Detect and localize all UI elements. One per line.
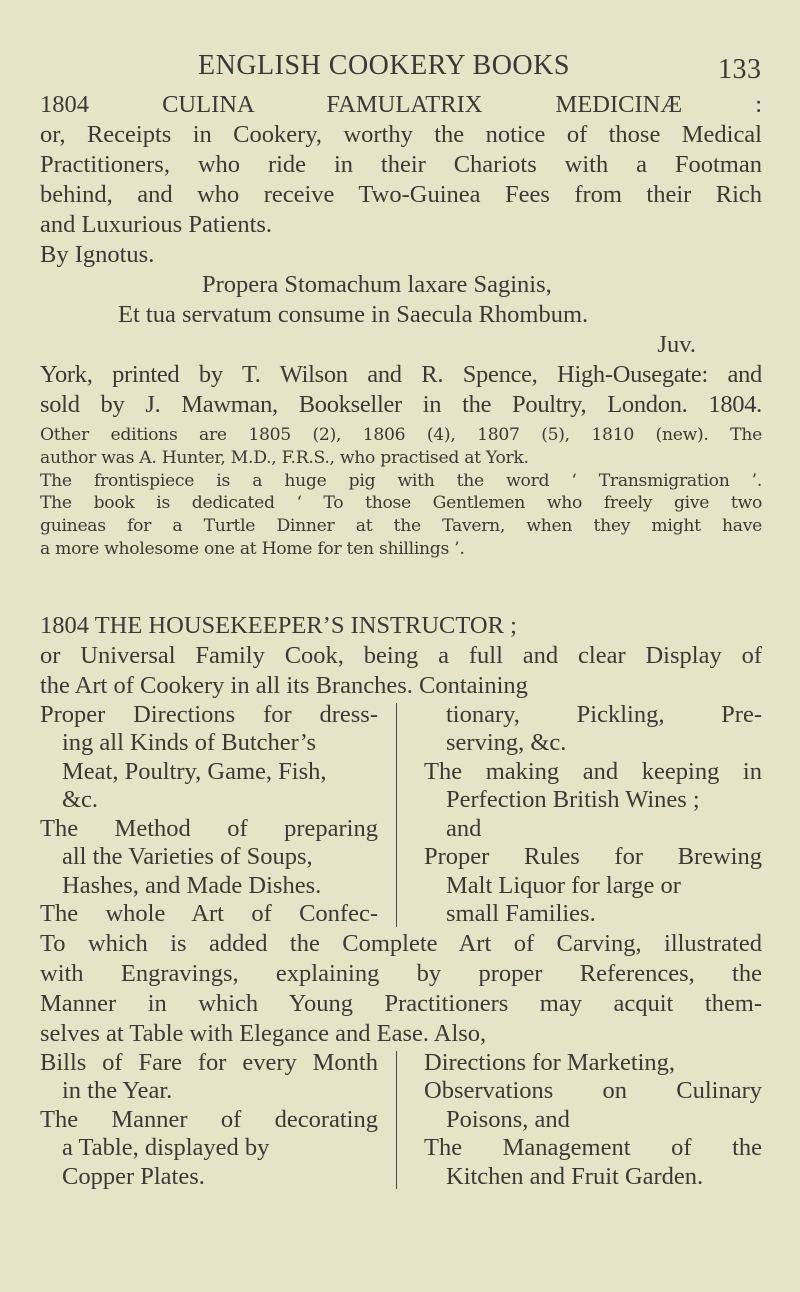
- also-line: in the Year.: [62, 1077, 173, 1105]
- also-item: [424, 1077, 762, 1134]
- entry-body-line: with Engravings, explaining by proper References, the: [40, 959, 762, 987]
- note-line: The book is dedicated ‘ To those Gentlemen who freely give two: [40, 493, 762, 514]
- contents-item: [424, 701, 762, 758]
- contents-line: all the Varieties of Soups,: [62, 843, 313, 871]
- contents-line: Meat, Poultry, Game, Fish,: [62, 757, 327, 785]
- contents-line: The Method of preparing: [40, 814, 378, 842]
- contents-left-column: [40, 701, 378, 929]
- contents-line: and: [446, 814, 482, 842]
- note-line: Other editions are 1805 (2), 1806 (4), 1807 (5), 1810 (new). The: [40, 425, 762, 445]
- also-line: Observations on Culinary: [424, 1077, 762, 1105]
- also-item: [424, 1134, 762, 1191]
- contents-item: [40, 701, 378, 815]
- contents-line: Hashes, and Made Dishes.: [62, 871, 322, 899]
- entry-body-line: To which is added the Complete Art of Carving, illustrated: [40, 929, 762, 957]
- entry-body-line: or, Receipts in Cookery, worthy the notice of those Medical: [40, 121, 762, 148]
- contents-line: The making and keeping in: [424, 757, 762, 785]
- running-title: ENGLISH COOKERY BOOKS: [198, 50, 570, 81]
- also-line: Copper Plates.: [62, 1162, 205, 1190]
- contents-item: [40, 900, 378, 929]
- motto-line: Propera Stomachum laxare Saginis,: [202, 271, 552, 298]
- contents-line: Proper Rules for Brewing: [424, 843, 762, 871]
- entry-body-line: and Luxurious Patients.: [40, 211, 273, 238]
- entry-culina-famulatrix: [40, 90, 762, 561]
- entry-title: CULINA FAMULATRIX MEDICINÆ :: [162, 91, 762, 118]
- note-line: author was A. Hunter, M.D., F.R.S., who practised at York.: [40, 447, 529, 468]
- also-right-column: [424, 1049, 762, 1192]
- entry-body-line: or Universal Family Cook, being a full and clear Display of: [40, 641, 762, 669]
- note-line: a more wholesome one at Home for ten shillings ’.: [40, 538, 465, 559]
- page-body: [40, 90, 762, 1191]
- contents-line: ing all Kinds of Butcher’s: [62, 729, 317, 757]
- also-item: [40, 1049, 378, 1106]
- contents-line: &c.: [62, 786, 99, 814]
- also-line: Kitchen and Fruit Garden.: [446, 1162, 704, 1190]
- also-item: [424, 1049, 762, 1078]
- contents-line: The whole Art of Confec-: [40, 900, 378, 928]
- column-divider: [396, 1051, 397, 1190]
- contents-item: [424, 843, 762, 929]
- contents-line: Malt Liquor for large or: [446, 871, 681, 899]
- entry-body-line: the Art of Cookery in all its Branches. Containing: [40, 671, 528, 699]
- contents-columns: [40, 701, 762, 929]
- contents-line: small Families.: [446, 900, 596, 928]
- motto-source: Juv.: [657, 331, 696, 358]
- running-header: [0, 50, 800, 86]
- contents-right-column: [424, 701, 762, 929]
- entry-body-line: selves at Table with Elegance and Ease. Also,: [40, 1019, 487, 1047]
- contents-item: [424, 758, 762, 844]
- note-line: guineas for a Turtle Dinner at the Tavern, when they might have: [40, 516, 762, 537]
- also-left-column: [40, 1049, 378, 1192]
- column-divider: [396, 703, 397, 927]
- entry-body-line: behind, and who receive Two-Guinea Fees from their Rich: [40, 181, 762, 208]
- entry-year: 1804: [40, 91, 89, 118]
- also-line: The Manner of decorating: [40, 1105, 378, 1133]
- entry-author: By Ignotus.: [40, 241, 155, 268]
- entry-gap: [40, 561, 762, 611]
- imprint-line: York, printed by T. Wilson and R. Spence, High-Ousegate: and: [40, 361, 762, 388]
- also-columns: [40, 1049, 762, 1192]
- entry-title: THE HOUSEKEEPER’S INSTRUCTOR ;: [94, 611, 517, 639]
- contents-line: tionary, Pickling, Pre-: [446, 700, 762, 728]
- also-item: [40, 1106, 378, 1192]
- contents-item: [40, 815, 378, 901]
- also-line: Directions for Marketing,: [424, 1048, 676, 1076]
- note-line: The frontispiece is a huge pig with the word ‘ Transmigration ’.: [40, 470, 762, 491]
- entry-housekeepers-instructor: [40, 611, 762, 1192]
- contents-line: Proper Directions for dress-: [40, 700, 378, 728]
- also-line: Poisons, and: [446, 1105, 570, 1133]
- entry-heading: [40, 611, 762, 641]
- entry-heading: [40, 90, 762, 120]
- also-line: Bills of Fare for every Month: [40, 1048, 378, 1076]
- entry-body-line: Manner in which Young Practitioners may acquit them-: [40, 989, 762, 1017]
- contents-line: Perfection British Wines ;: [446, 786, 700, 814]
- imprint-line: sold by J. Mawman, Bookseller in the Poultry, London. 1804.: [40, 391, 762, 418]
- entry-body-line: Practitioners, who ride in their Chariots with a Footman: [40, 151, 762, 178]
- bibliographic-note: [40, 424, 762, 561]
- contents-line: serving, &c.: [446, 729, 567, 757]
- entry-year: 1804: [40, 611, 89, 639]
- page-number: 133: [718, 54, 762, 85]
- also-line: a Table, displayed by: [62, 1134, 270, 1162]
- motto-line: Et tua servatum consume in Saecula Rhombum.: [118, 301, 589, 328]
- also-line: The Management of the: [424, 1134, 762, 1162]
